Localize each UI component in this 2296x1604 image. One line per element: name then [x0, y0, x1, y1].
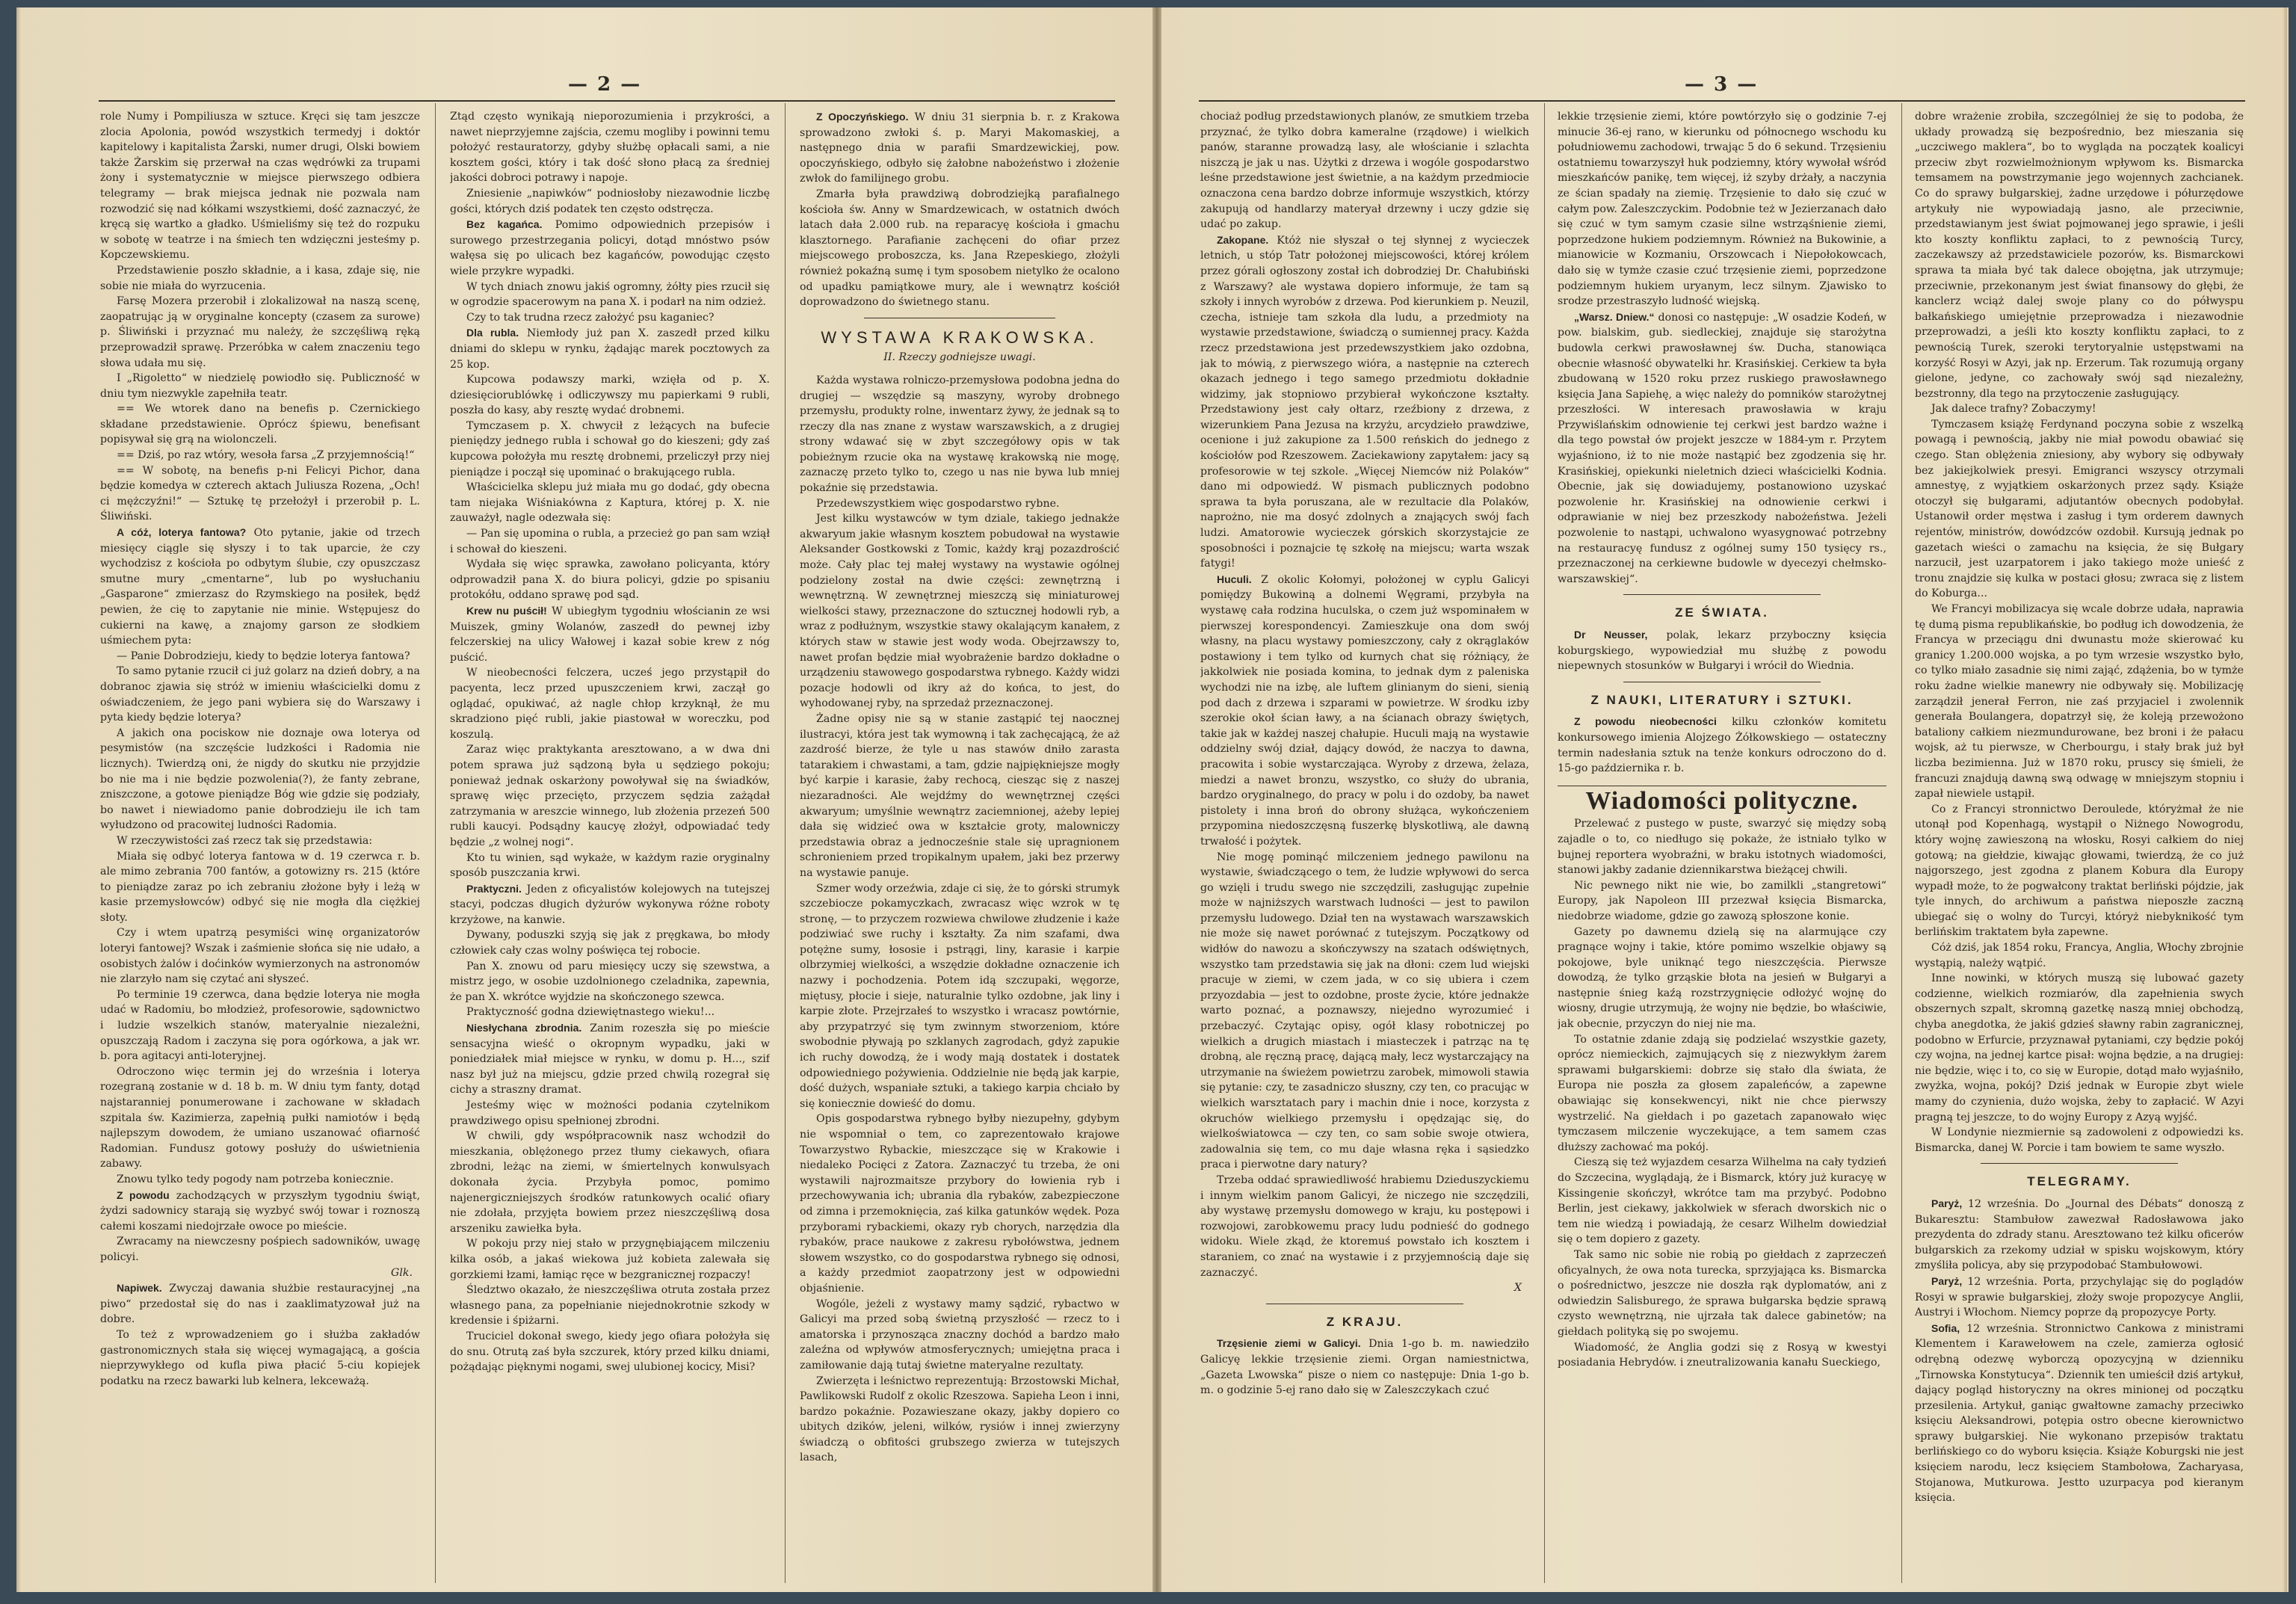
paragraph-keyword: Z powodu nieobecności	[1574, 715, 1717, 728]
article-paragraph: W chwili, gdy współpracownik nasz wchodził do mieszkania, oblężonego przez tłumy ciekawych, ofiara zbrodni, leżąc na ziemi, w śmiertelnych konwulsyach dokonała życia. Przybyła pomoc, pomimo najenergiczniejszych środków ratunkowych ocalić ofiary nie zdołała, przyjęta bowiem przez nieszczęśliwą dosa arszeniku zawiełka była.	[450, 1130, 770, 1235]
paragraph-keyword: Sofia,	[1931, 1321, 1960, 1334]
top-rule	[99, 100, 1115, 102]
paragraph-keyword: Niesłychana zbrodnia.	[466, 1022, 582, 1034]
paragraph-text: 12 września. Porta, przychylając się do poglądów Rosyi w sprawie bułgarskiej, złoży swoje propozycye Anglii, Austryi i Włochom. Niemcy poprze dą propozycye Porty.	[1915, 1275, 2244, 1319]
paragraph-text: Któż nie słyszał o tej słynnej z wycieczek letnich, u stóp Tatr położonej miejscowości, której królem przez górali ogłoszony został ich dobrodziej Dr. Chałubiński z Warszawy? ale wystawa dopiero informuje, że tam są szkoły i innych wyrobów z drzewa. Pod kierunkiem p. Neuzil, czecha, istnieje tam szkoła dla ludu, a przedmioty na wystawie przedstawione, świadczą o sumiennej pracy. Każda rzecz przedstawiona jest przedewszystkiem jako ozdobna, jak to mówią, z pierwszego wióra, a następnie na czterech okazach jednego i tego samego przedmiotu dokładnie widzimy, jak stopniowo przybierał wykończone kształty. Przedstawiony jest cały ołtarz, rzeźbiony z drzewa, z wizerunkiem Pana Jezusa na krzyżu, arcydzieło prawdziwe, ocenione i już zakupione za 1.500 reńskich do jednego z kościołów pod Rzeszowem. Zaciekawiony zapytałem: jacy są profesorowie w tej szkole. „Więcej Niemców niż Polaków“ dano mi odpowiedź. W pismach publicznych podobno sprawa ta była poruszana, ale w rezultacie dla Polaków, naprożno, nie ma dosyć zdolnych a znających swój fach ludzi. Amatorowie wycieczek górskich skorzystajcie ze sposobności i poznajcie tę szkołę na miejscu; warta wszak fatygi!	[1200, 234, 1529, 570]
article-paragraph: Przedewszystkiem więc gospodarstwo rybne.	[816, 497, 1060, 510]
article-paragraph: role Numy i Pompiliusza w sztuce. Kręci się tam jeszcze zlocia Apolonia, powód wszystkich termedyj i doktór kapitelowy i kapitalista Żarski, numer drugi, Olski bowiem także Żarskim się przerwał na czas wędrówki za trupami żony i systematycznie w miejsce pierwszego odbiera telegramy — brak miejsca jednak nie pozwala nam rozwodzić się nad kółkami wszystkiemi, dość zaznaczyć, że kręcą się wartko a gładko. Uśmieliśmy się też do rozpuku w sobotę w teatrze i na śmiech ten wdzięczni jesteśmy p. Kopczewskiemu.	[100, 111, 420, 262]
paragraph-text: W ubiegłym tygodniu włościanin ze wsi Muiszek, gminy Wolanów, zaszedł do pewnej izby felczerskiej na ulicy Wałowej i kazał sobie krew z nóg puścić.	[450, 605, 770, 664]
column-divider	[435, 103, 436, 1583]
article-paragraph: Kupcowa podawszy marki, wzięła od p. X. dziesięciorublówkę i odliczywszy mu papierkami 9 rubli, poszła do kasy, aby resztę wydać drobnemi.	[450, 374, 770, 417]
article-paragraph: Zniesienie „napiwków“ podniosłoby niezawodnie liczbę gości, których dziś podatek ten często odstręcza.	[450, 187, 770, 215]
article-paragraph: Zmarła była prawdziwą dobrodziejką parafialnego kościoła św. Anny w Smardzewicach, w ostatnich dwóch latach dała 2.000 rub. na reparacyę kościoła i gmachu klasztornego. Parafianie zachęceni do ofiar przez miejscowego proboszcza, ks. Jana Rzepeskiego, złożyli również pokaźną sumę i tym sposobem nietylko że ocalono od upadku pamiątkowe mury, ale i wewnątrz kościół doprowadzono do świetnego stanu.	[800, 188, 1120, 309]
article-paragraph	[1200, 572, 1529, 850]
article-paragraph: W rzeczywistości zaś rzecz tak się przedstawia:	[117, 834, 373, 847]
page-gutter	[1152, 7, 1161, 1592]
paragraph-text: Z okolic Kołomyi, położonej w cyplu Galicyi pomiędzy Bukowiną a dolnemi Węgrami, przybyła na wystawę cała rodzina huculska, o czem już wspominałem w pierwszej korespondencyi. Zamieszkuje ona dom swój własny, na placu wystawy pomieszczony, cały z okrąglaków postawiony i tem tylko od kurnych chat się różniący, że jakkolwiek nie posiada komina, to jednak dym z paleniska wychodzi nie na izbę, ale luftem glinianym do sieni, sienią pod dach z drzewa i szparami w powietrze. W środku izby szerokie okoł ścian ławy, a na ścianach obrazy świętych, takie jak w każdej naszej chałupie. Huculi mają na wystawie oddzielny swój dział, dający dowód, że naczya to dawna, pracowita i sobie wystarczająca. Wyroby z drzewa, żelaza, miedzi a nawet bronzu, wszystko, co służy do ubrania, bardzo oryginalnego, do pracy w polu i do ozdoby, ba nawet pistolety i inna broń do obrony służąca, wykończeniem przypomina niedoszczęsną fuszerkę blyskotliwą, ale dawną trwałość i pożytek.	[1200, 573, 1529, 848]
article-paragraph: Cóż dziś, jak 1854 roku, Francya, Anglia, Włochy zbrojnie wystąpią, należy wątpić.	[1915, 942, 2244, 969]
article-paragraph: Tymczasem książę Ferdynand poczyna sobie z wszelką powagą i pewnością, jakby nie miał powodu obawiać się czego. Stan oblężenia zniesiony, aby wybory się odbywały bez jakiejkolwiek presyi. Emigranci wszyscy otrzymali amnestyę, z wyjątkiem oskarżonych przez sądy. Książe otoczył się bułgarami, adjutantów obecnych podobyłał. Ustanowił order męstwa i zasług i tym orderem dawnych rejentów, ministrów, dowódzców ozdobił. Kursują jednak po gazetach wieści o zamachu na księcia, że się Bułgary narzucił, jest uzarpatorem i jako takiego może unieść z tronu znajdzie się kulka w postaci głosu; zwraca się z listem do Koburga...	[1915, 418, 2244, 600]
article-paragraph: Nie mogę pominąć milczeniem jednego pawilonu na wystawie, świadczącego o tem, że ludzie wpływowi do serca go wzięli i trudu swego nie szczędzili, zasługując zupełnie może w najniższych warstwach ludności — jest to pawilon przemysłu ludowego. Dział ten na wystawach warszawskich nie może się nawet porównać z tutejszym. Początkowy od widłów do nawozu a skończywszy na szatach odświętnych, wszystko tam przedstawia się jak na dłoni: czem lud wiejski pracuje w ziemi, w czem jada, w co się ubiera i czem przyozdabia — jest to ozdobne, proste życie, które jednakże warto poznać, a poznawszy, niejedno wyrozumieć i przebaczyć. Czytając opisy, ogół klasy robotniczej po wielkich a drugich miastach i miasteczek i patrząc na tę drobną, ale ręczną pracę, dającą mały, lecz wystarczający na utrzymanie na świeżem powietrzu zarobek, mimowoli stawia się pytanie: czy, te zasadniczo słuszny, czy ten, co pracując w wielkich warsztatach pary i machin dnie i noce, korzysta z okruchów wielkiego przemysłu i opędzając się, do wielkoświatowca — czy ten, co sam sobie swoje otwiera, zadowalnia się tem, co mu daje własna ręka i sąsiedzko praca i pierwotne dary natury?	[1200, 851, 1529, 1171]
article-paragraph: Jesteśmy więc w możności podania czytelnikom prawdziwego opisu spełnionej zbrodni.	[450, 1099, 770, 1127]
article-paragraph	[100, 525, 420, 649]
paragraph-keyword: Bez kagańca.	[466, 218, 543, 231]
article-paragraph: lekkie trzęsienie ziemi, które powtórzyło się o godzinie 7-ej minucie 36-ej rano, w kierunku od północnego wschodu ku południowemu zachodowi, trwając 5 do 6 sekund. Trzęsieniu ostatniemu towarzyszył huk podziemny, który wywołał wśród mieszkańców panikę, tem więcej, iż szyby drżały, a naczynia ze ścian spadały na ziemię. Trzęsienie to dało się czuć w całym pow. Zaleszczyckim. Podobnie też w Jezierzanach dało się czuć w tym samym czasie silne wstrząśnienie ziemi, poprzedzone hukiem podziemnym. Również na Bukowinie, a mianowicie w Kozmaniu, Orszowcach i Niepołokowcach, dało się w tymże czasie czuć trzęsienie ziemi, poprzedzone podziemnym hukiem uryanym, lecz silnym. Zjawisko to srodze przestraszyło ludność wiejską.	[1558, 111, 1886, 308]
article-paragraph: Inne nowinki, w których muszą się lubować gazety codzienne, wielkich rozmiarów, dla zapełnienia swych obszernych szpalt, skromną gazetkę naszą mniej obchodzą, chyba anegdotka, że jakiś gdzieś sławny rabin zagranicznej, podobno w Erfurcie, przyznawał pytaniami, czy będzie pokój czy wojna, na jednej kartce pisał: wojna będzie, a na drugiej: nie będzie, więc i to, co się w Europie, dotąd mało wyjaśniło, zwyżka, wojna, pokój? Dziś jednak w Europie zbyt wiele mamy do czynienia, dużo wojska, żeby to zapłacić. W Azyi pragną tej jeszcze, to do wojny Europy z Azyą wyjść.	[1915, 972, 2244, 1123]
article-paragraph: Właścicielka sklepu już miała mu go dodać, gdy obecna tam niejaka Wiśniakówna z Kaptura, której p. X. nie zauważył, nagle odezwała się:	[450, 481, 770, 525]
article-paragraph: W Londynie niezmiernie są zadowoleni z odpowiedzi ks. Bismarcka, danej W. Porcie i tam bowiem te same wyszło.	[1915, 1126, 2244, 1154]
article-paragraph: Cieszą się też wyjazdem cesarza Wilhelma na cały tydzień do Szczecina, wyglądają, że i Bismarck, który już kuracyę w Kissingenie skończył, wkrótce tam ma przybyć. Podobno Berlin, jest ciekawy, jakkolwiek w sferach dworskich nic o tem nie wiedzą i powiadają, że cesarz Wilhelm dowiedział się o tem dopiero z gazety.	[1558, 1156, 1886, 1246]
page-edge	[16, 7, 21, 1592]
article-paragraph: Kto tu winien, sąd wykaże, w każdym razie oryginalny sposób puszczania krwi.	[450, 851, 770, 880]
article-paragraph	[100, 1280, 420, 1327]
article-paragraph: Gazety po dawnemu dzielą się na alarmujące czy pragnące wojny i takie, które pomimo wszelkie objawy są pokojowe, byle uniknąć tego nieszczęścia. Pierwsze dowodzą, że tylko grząskie błota na jesień w Bułgaryi a następnie śnieg kaźą rozstrzygnięcie odłożyć wojnę do wiosny, drugie utrzymują, że wojny nie będzie, bo właściwie, jak obecnie, przyczyn do niej nie ma.	[1558, 925, 1886, 1031]
paragraph-keyword: Krew nu puścił!	[466, 605, 547, 617]
paragraph-keyword: Napiwek.	[117, 1282, 162, 1295]
article-paragraph	[1558, 309, 1886, 587]
paragraph-keyword: Praktyczni.	[466, 882, 522, 895]
paragraph-keyword: Z Opoczyńskiego.	[816, 111, 909, 123]
paragraph-text: Oto pytanie, jakie od trzech miesięcy ciągle się słyszy i to tak uparcie, że czy wychodzisz z kościoła po odbytym ślubie, czy opuszczasz smutne mury „cmentarne“, lub po wysłuchaniu „Gasparone“ zmierzasz do Rzymskiego na posiłek, będź pewien, że cię to zapytanie nie minie. Wstępujesz do cukierni na kawę, a znajomy garson ze słodkiem uśmiechem pyta:	[100, 527, 420, 647]
article-paragraph: == W sobotę, na benefis p-ni Felicyi Pichor, dana będzie komedya w czterech aktach Juliusza Rozena, „Och! ci mężczyźni!“ — Sztukę tę przełożył i przerobił p. L. Śliwiński.	[100, 464, 420, 523]
column-left-1	[100, 109, 420, 1574]
left-page	[16, 7, 1152, 1592]
paragraph-text: Zwyczaj dawania służbie restauracyjnej „na piwo“ przedostał się do nas i zaaklimatyzował już na dobre.	[100, 1283, 420, 1326]
article-paragraph: I „Rigoletto“ w niedzielę powiodło się. Publiczność w dniu tym niezwykle zapełniła teatr.	[100, 372, 420, 400]
article-paragraph: Praktyczność godna dziewiętnastego wieku!...	[466, 1006, 715, 1019]
article-paragraph	[1915, 1321, 2244, 1506]
column-divider	[785, 103, 786, 1583]
article-paragraph: Wogóle, jeżeli z wystawy mamy sądzić, rybactwo w Galicyi ma przed sobą świetną przyszłość — rzecz to i amatorska i przynosząca znaczny dochód a bardzo mało zaleźna od wpływów atmosferycznych; umiejętna praca i zamiłowanie dają tutaj świetne materyalne rezultaty.	[800, 1298, 1120, 1372]
article-paragraph: To samo pytanie rzucił ci już golarz na dzień dobry, a na dobranoc zjawia się stróż w imieniu właścicielki domu z oświadczeniem, że jego pani wybiera się do Warszawy i pyta kiedy będzie loterya?	[100, 665, 420, 724]
section-heading: Z KRAJU.	[1326, 1314, 1404, 1329]
paragraph-text: zachodzących w przyszłym tygodniu świąt, żydzi sadownicy starają się wyzbyć swój towar i roznoszą całemi koszami niedojrzałe owoce po mieście.	[100, 1189, 420, 1233]
article-paragraph: Jest kilku wystawców w tym dziale, takiego jednakże akwaryum jakie własnym kosztem pobudował na wystawie Aleksander Gostkowski z Tomic, każdy krąj pozazdrościć może. Cały plac tej małej wystawy na wystawie ogólnej podzielony został na dwie części: zewnętrzną i wewnętrzną. W zewnętrznej mieszczą się miniaturowej wielkości stawy, przeznaczone do sztucznej hodowli ryb, a wraz z podłużnym, wszystkie stawy okalającym kanałem, z których staw w stawie jest wody woda. Obejrzawszy to, nawet profan będzie miał wyobrażenie bardzo dokładne o urządzeniu stawowego gospodarstwa rybnego. Każdy widzi pozacje hodowli od ikry aż do końca, to jest, do wyhodowanej ryby, na sprzedaż przeznaczonej.	[800, 513, 1120, 710]
article-paragraph: Trzeba oddać sprawiedliwość hrabiemu Dzieduszyckiemu i innym wielkim panom Galicyi, że niczego nie szczędzili, aby wystawę przemysłu domowego w kraju, ku postępowi i rozwojowi, zarobkowemu pracy ludu podnieść do godnego widoku. Wiele zkąd, że ktoremuś powstało ich kosztem i staraniem, co znać na wystawie i z przyjemnością daje się zaznaczyć.	[1200, 1173, 1529, 1279]
column-left-2	[450, 109, 770, 1574]
article-paragraph: Przelewać z pustego w puste, swarzyć się między sobą zajadle o to, co niedługo się pokaże, że istniało tylko w bujnej reportera wyobraźni, w braku istotnych wiadomości, stanowi jakby zadanie dziennikarstwa bieżącej chwili.	[1558, 818, 1886, 877]
article-paragraph: Czy i wtem upatrzą pesymiści winę organizatorów loteryi fantowej? Wszak i zaśmienie słońca się nie udało, a osobistych żalów i doćinków wymierzonych na astronomów nie zlarzyło nam się czytać ani słyszeć.	[100, 927, 420, 986]
article-paragraph: Wydała się więc sprawka, zawołano policyanta, który odprowadził pana X. do biura policyi, gdzie po spisaniu protokółu, oddano sprawę pod sąd.	[450, 558, 770, 602]
article-paragraph: W nieobecności felczera, ucześ jego przystąpił do pacyenta, lecz przed upuszczeniem krwi, zaczął go oglądać, opukiwać, aż nagle chłop krzyknął, że mu skradziono pięć rubli, jakie piastował w woreczku, pod koszulą.	[450, 667, 770, 741]
paragraph-keyword: Zakopane.	[1217, 233, 1269, 246]
article-paragraph: Opis gospodarstwa rybnego byłby niezupełny, gdybym nie wspomniał o tem, co zaprezentowało krajowe Towarzystwo Rybackie, mieszczące się w Krakowie i niedaleko Pocięci z Zatora. Zaznaczyć tu trzeba, że oni wystawili najrozmaitsze przybory do łowienia ryb i przechowywania ich; ubrania dla rybaków, zabezpieczone od zimna i przemoknięcia, zaś kilka gatunków wędek. Poza przyborami rybackiemi, okazy ryb chorych, narzędzia dla rybaków, prace naukowe z zakresu rybołówstwa, jednem słowem wszystko, co do gospodarstwa rybnego się odnosi, a każdy przedmiot zaopatrzony jest w odpowiedni objaśnienie.	[800, 1113, 1120, 1295]
section-heading: WYSTAWA KRAKOWSKA.	[821, 327, 1099, 347]
paragraph-keyword: Huculi.	[1217, 573, 1252, 585]
article-paragraph: Żadne opisy nie są w stanie zastąpić tej naocznej ilustracyi, która jest tak wymowną i tak zachęcającą, że aż zazdrość bierze, że tyle u nas stawów dniło zarasta tatarakiem i chwastami, a tam, gdzie najpiękniejsze mogły być karpie i karasie, żaby rechocą, ciesząc się z naszej niezaradności. Ale wejdźmy do wewnętrznej części akwaryum; umyślnie wewnątrz zaciemnionej, ażeby lepiej dała się widzieć owa w kształcie groty, malowniczy przedstawia obraz a jednocześnie stale się upragnionem schronieniem przed tropikalnym upałem, jaki bez przerwy na wystawie panuje.	[800, 712, 1120, 879]
top-rule	[1199, 100, 2245, 102]
article-paragraph: Śledztwo okazało, że nieszczęśliwa otruta została przez własnego pana, za popełnianie niejednokrotnie szkody w kredensie i śpiżarni.	[450, 1284, 770, 1327]
paragraph-keyword: Trzęsienie ziemi w Galicyi.	[1217, 1337, 1361, 1350]
paragraph-text: Pomimo odpowiednich przepisów i surowego przestrzegania policyi, dotąd mnóstwo psów wałęsa się po ulicach bez kagańców, powodując często wiele przykre wypadki.	[450, 219, 770, 277]
paragraph-keyword: A cóż, loterya fantowa?	[117, 526, 247, 539]
article-paragraph	[1200, 232, 1529, 572]
article-paragraph: W tych dniach znowu jakiś ogromny, żółty pies rzucił się w ogrodzie spacerowym na pana X. i podarł na nim odzież.	[450, 280, 770, 309]
article-paragraph: Dywany, poduszki szyją się jak z pręgkawa, bo młody człowiek cały czas wolny poświęca tej robocie.	[450, 929, 770, 957]
paragraph-text: W dniu 31 sierpnia b. r. z Krakowa sprowadzono zwłoki ś. p. Maryi Makomaskiej, a następnego dnia w parafii Smardzewickiej, pow. opoczyńskiego, odbyło się żałobne nabożeństwo i złożenie zwłok do familijnego grobu.	[800, 111, 1120, 185]
article-paragraph	[450, 881, 770, 928]
article-paragraph: dobre wrażenie zrobiła, szczególniej że się to podoba, że układy prowadzą się bezpośrednio, bez mieszania się „uczciwego maklera“, bo to wygląda na początek koalicyi przeciw zbyt rozwielmożnionym wpływom ks. Bismarcka temsamem na powstrzymanie jego wojennych zachcianek. Co do sprawy bułgarskiej, żadne urzędowe i półurzędowe artykuły nie wypowiadają jasno, ale przeciwnie, przedstawianym jest świat pojmowanej jego sprawie, i jeśli kto koszty konfliktu zapłaci, to z pewnością Turcy, zaczekawszy aż przedstawiciele pozorów, ks. Bismarckowi sprawa ta miała być tak dalece obojętna, jak utrzymuje; przeciwnie, przekonanym jest świat finansowy do głębi, że kanclerz wciąż dalej swoje plany co do półwyspu bałkańskiego umiejętnie przeprowadza i niezawodnie przeprowadzi, a jeśli kto koszty konfliktu zapłaci, to z pewnością Turek, szeroki terytoryalnie ustępstwami na korzyść Rosyi w Azyi, jak np. Erzerum. Tak rozumują organy gielone, jedyne, co zachowały swój sąd niezależny, bezstronny, dla tego na przytoczenie zasługujący.	[1915, 111, 2244, 400]
article-paragraph: — Panie Dobrodzieju, kiedy to będzie loterya fantowa?	[117, 650, 410, 662]
column-right-3	[1915, 109, 2244, 1574]
article-paragraph: Znowu tylko tedy pogody nam potrzeba koniecznie.	[117, 1173, 394, 1185]
article-paragraph: Szmer wody orzeźwia, zdaje ci się, że to górski strumyk szczebiocze pokamyczkach, zwracasz więc wzrok w tę stronę, — to przyczem rozwiewa chwilowe złudzenie i każe podziwiać swe ruchy i kształty. Za nim szafami, dwa potężne sumy, łososie i pstrągi, liny, karasie i karpie olbrzymiej wielkości, a wszędzie dokładne oznaczenie ich nazwy i pochodzenia. Potem idą szczupaki, węgorze, miętusy, płocie i sieje, naturalnie tylko ozdobne, jak liny i karpie złote. Przejrzałeś to wszystko i wracasz powtórnie, aby przypatrzyć się tym zwinnym stworzeniom, które swobodnie pływają po szklanych zagrodach, gdyż zapukie ich ruchy dowodzą, że i wody mają dostatek i dostatek odpowiedniego pożywienia. Oddzielnie nie będą jak karpie, dość dużych, wspaniałe sztuki, a takiego karpia chciało by się koniecznie dowieść do domu.	[800, 882, 1120, 1110]
article-paragraph	[450, 325, 770, 372]
article-paragraph: Każda wystawa rolniczo-przemysłowa podobna jedna do drugiej — wszędzie są maszyny, wyroby drobnego przemysłu, produkty rolne, inwentarz żywy, że jednak są to rzeczy dla nas znane z wystaw warszawskich, a z drugiej strony wdawać się w zbyt szczegółowy opis w tak pobieżnym rzucie oka na wystawę krakowską nie mogę, zaznaczę przeto tylko to, czego u nas nie bywa lub mniej pokaźnie się przedstawia.	[800, 374, 1120, 495]
paragraph-text: donosi co następuje: „W osadzie Kodeń, w pow. bialskim, gub. siedleckiej, znajduje się starożytna budowla cerkwi prawosławnej św. Ducha, stanowiąca obecnie własność obywatelki hr. Krasińskiej. Cerkiew ta była zbudowaną w 1520 roku przez ruskiego prawosławnego księcia Jana Sapiehę, a więc należy do pomników starożytnej przeszłości. W interesach prawosławia w kraju Przywiślańskim odnowienie tej cerkwi jest bardzo ważne i dla tego powstał ów projekt jeszcze w 1884-ym r. Przytem wyjaśniono, iż to nie może nastąpić bez zgodzenia się hr. Krasińskiej, opiekunki nieletnich dzieci właścicielki Kodnia. Obecnie, jak się dowiadujemy, postanowiono uzyskać pozwolenie hr. Krasińskiej na odnowienie cerkwi i odprawianie w niej bez przeszkody nabożeństwa. Jeżeli pozwolenie to nastąpi, uchwalono wyasygnować potrzebny na restauracyę fundusz z ogólnej sumy 150 tysięcy rs., przeznaczonej na cerkiewne budowle w dyecezyi chełmsko-warszawskiej“.	[1558, 311, 1886, 585]
article-paragraph: == Dziś, po raz wtóry, wesoła farsa „Z przyjemnością!“	[117, 449, 415, 462]
column-right-1	[1200, 109, 1529, 1574]
article-paragraph: Zaraz więc praktykanta aresztowano, a w dwa dni potem sprawa już sądzoną była u sędziego pokoju; ponieważ jednak oskarżony powoływał się na świadków, sprawę więc przecięto, przyczem sędzia zażądał zatrzymania w areszcie winnego, lub złożenia przezeń 500 rubli kaucyi. Podsądny kaucyę złożył, odpowiadać tedy będzie „z wolnej nogi“.	[450, 744, 770, 848]
column-divider	[1544, 103, 1545, 1583]
column-divider	[1901, 103, 1902, 1583]
paragraph-text: kilku członków komitetu konkursowego imienia Alojzego Żółkowskiego — ostateczny termin nadesłania sztuk na tenże konkurs odroczono do d. 15-go października r. b.	[1558, 716, 1886, 775]
author-signature: Glk.	[391, 1266, 413, 1279]
section-heading: ZE ŚWIATA.	[1675, 605, 1769, 620]
paragraph-keyword: Paryż,	[1931, 1274, 1963, 1287]
paragraph-text: Jeden z oficyalistów kolejowych na tutejszej stacyi, podczas długich dyżurów wykonywa różne roboty krzyżowe, na kanwie.	[450, 883, 770, 926]
article-paragraph: Przedstawienie poszło składnie, a i kasa, zdaje się, nie sobie nie miała do wyrzucenia.	[100, 264, 420, 292]
article-paragraph: Po terminie 19 czerwca, dana będzie loterya nie mogła udać w Radomiu, bo młodzież, profesorowie, sądownictwo i ludzie wszelkich stanów, materyalnie niezależni, opuszczają Radom i zaczyna się pora ogórkowa, a jak wr. b. pora agitacyi anti-loteryjnej.	[100, 988, 420, 1063]
section-heading: Z NAUKI, LITERATURY i SZTUKI.	[1590, 692, 1854, 707]
paragraph-text: polak, lekarz przyboczny księcia koburgskiego, wypowiedział mu służbę z powodu niepewnych stosunków w Bułgaryi i wrócił do Wiednia.	[1558, 629, 1886, 673]
paragraph-text: Dnia 1-go b. m. nawiedziło Galicyę lekkie trzęsienie ziemi. Organ namiestnictwa, „Gazeta Lwowska“ pisze o niem co następuje: Dnia 1-go b. m. o godzinie 5-ej rano dało się w Zaleszczykach czuć	[1200, 1338, 1529, 1397]
article-paragraph: — Pan się upomina o rubla, a przecież go pan sam wziął i schował do kieszeni.	[450, 528, 770, 555]
author-signature: X	[1513, 1282, 1522, 1295]
paragraph-keyword: Z powodu	[117, 1188, 170, 1201]
article-paragraph: Jak dalece trafny? Zobaczymy!	[1931, 403, 2096, 416]
article-paragraph: Zwierzęta i leśnictwo reprezentują: Brzostowski Michał, Pawlikowski Rudolf z okolic Rzeszowa. Sapieha Leon i inni, bardzo pokaźnie. Pozawieszane okazy, jakby dopiero co ubitych dzików, jeleni, wilków, rysiów i innej zwierzyny świadczą o obfitości grubszego zwierza w tutejszych lasach,	[800, 1375, 1120, 1464]
article-paragraph: To też z wprowadzeniem go i służba zakładów gastronomicznych stała się więcej wymagającą, a gościa nieprzywykłego od kufla piwa płacić 5-ciu kopiejek podatku na rzecz bawarki lub kelnera, lekceważą.	[100, 1328, 420, 1387]
article-paragraph: Nic pewnego nikt nie wie, bo zamilkli „stangretowi“ Europy, jak Napoleon III przezwał księcia Bismarcka, niedobrze wiadome, gdzie go zawozą spłoszone konie.	[1558, 879, 1886, 922]
page-number-left: — 2 —	[568, 73, 642, 96]
article-paragraph	[800, 109, 1120, 187]
article-paragraph	[100, 1188, 420, 1235]
article-paragraph: Odroczono więc termin jej do września i loterya rozegraną zostanie w d. 18 b. m. W dniu tym fanty, dotąd najstaranniej ponumerowane i zachowane w składach szpitala św. Kazimierza, zapełnią pułki namiotów i będą najlepszym dowodem, że umiano uszanować ofiarność Radomian. Fundusz gotowy posłuży do uświetnienia zabawy.	[100, 1065, 420, 1170]
article-paragraph: Farsę Mozera przerobił i zlokalizował na naszą scenę, zaopatrując ją w oryginalne koncepty (czasem za surowe) p. Śliwiński i przyznać mu należy, że szczęśliwą ręką przeprowadził sprawę. Przeróbka w całem znaczeniu tego słowa udała mu się.	[100, 295, 420, 369]
section-rule	[1623, 594, 1821, 595]
section-rule	[1981, 1163, 2178, 1164]
article-paragraph: A jakich ona pociskow nie doznaje owa loterya od pesymistów (na szczęście ludzkości i Radomia nie licznych). Twierdzą oni, że nigdy do skutku nie przyjdzie bo nie ma i nie będzie pozwolenia(?), że fanty zebrane, zniszczone, a gotowe pieniądze Bóg wie gdzie się podziały, bo nawet i niewiadomo panie dobrodzieju ile ich tam wyłudzono od pracowitej ludności Radomia.	[100, 727, 420, 832]
section-heading: TELEGRAMY.	[2027, 1174, 2132, 1189]
article-paragraph: Truciciel dokonał swego, kiedy jego ofiara położyła się do snu. Otrutą zaś była szczurek, który przed kilku dniami, pożądając pięknymi nogami, swej ulubionej kocicy, Misi?	[450, 1330, 770, 1374]
right-page	[1161, 7, 2289, 1592]
article-paragraph: To ostatnie zdanie zdają się podzielać wszystkie gazety, oprócz niemieckich, zajmujących się z niezwykłym żarem sprawami bułgarskiemi: dobrze się stało dla świata, że Europa nie poszła za głosem zapaleńców, a zapewne obawiając się konsekwencyi, nikt nie chce pierwszy wystrzelić. Na giełdach i po gazetach zapanowało więc tymczasem milczenie wyczekujące, a tem samem czas dłuższy zachować ma pokój.	[1558, 1033, 1886, 1153]
article-paragraph: Miała się odbyć loterya fantowa w d. 19 czerwca r. b. ale mimo zebrania 700 fantów, a gotowizny rs. 215 (które to pieniądze zaraz po ich zebraniu złożone były i leżą w kasie przemysłowców) odbyć się nie mogła dla ciężkiej słoty.	[100, 850, 420, 924]
column-left-3	[800, 109, 1120, 1574]
paragraph-text: 12 września. Stronnictwo Cankowa z ministrami Klementem i Karawełowem na czele, zamierza ogłosić odrębną odezwę wyborczą opozycyjną w dzienniku „Tirnowska Konstytucya“. Dziennik ten umieścił dziś artykuł, dający pogląd historyczny na okres minionej od początku przesilenia. Artykuł, ganiąc gwałtowne zamachy przeciwko księciu Aleksandrowi, potępia ostro obecne kierownictwo sprawy bułgarskiej. Nie wykonano przepisów traktatu berlińskiego co do wyboru księcia. Książe Koburgski nie jest księciem narodu, lecz księciem Stambołowa, Zacharyasa, Stojanowa, Mutkurowa. Jestto uzurpacya pod kieranym księcia.	[1915, 1322, 2244, 1505]
paragraph-keyword: Dr Neusser,	[1574, 629, 1648, 641]
article-paragraph	[1915, 1196, 2244, 1274]
newspaper-spread	[16, 7, 2289, 1592]
page-number-right: — 3 —	[1685, 73, 1759, 96]
paragraph-text: Zanim rozeszła się po mieście sensacyjna wieść o okropnym wypadku, jaki w poniedziałek miał miejsce w rynku, w domu p. H..., szif nasz był już na miejscu, gdzie przed chwilą rozegrał się cichy a straszny dramat.	[450, 1022, 770, 1096]
article-paragraph: Ztąd często wynikają nieporozumienia i przykrości, a nawet nieprzyjemne zajścia, czemu mogliby i powinni temu położyć restauratorzy, gdyby służbę opłacali sami, a nie kosztem gości, który i tak dość słono płacą za średniej jakości dobroci potrawy i napoje.	[450, 111, 770, 185]
article-paragraph	[450, 1020, 770, 1098]
paragraph-text: Niemłody już pan X. zaszedł przed kilku dniami do sklepu w rynku, żądając marek pocztowych za 25 kop.	[450, 327, 770, 371]
paragraph-keyword: „Warsz. Dniew.“	[1574, 310, 1655, 323]
article-paragraph	[1915, 1274, 2244, 1321]
page-edge	[2283, 7, 2287, 1592]
article-paragraph	[1200, 1336, 1529, 1398]
article-paragraph: W pokoju przy niej stało w przygnębiającem milczeniu kilka osób, a jakaś wiekowa już kobieta zalewała się gorzkiemi łzami, łamiąc ręce w bezgranicznej rozpaczy!	[450, 1238, 770, 1281]
article-paragraph: Tak samo nic sobie nie robią po giełdach z zaprzeczeń oficyalnych, że owa nota turecka, sprzyjająca ks. Bismarcka o pośrednictwo, jeszcze nie doszła rąk dyplomatów, ani z odwiedzin Salisburego, że sprawa bułgarska będzie sprawą czysto wewnętrzną, nie ujrzała tak dalece gabinetów; na giełdach polityką się po swojemu.	[1558, 1248, 1886, 1338]
paragraph-text: 12 września. Do „Journal des Débats“ donoszą z Bukaresztu: Stambułow zawezwał Radosławowa jako prezydenta do zdrady stanu. Aresztowano też kilku oficerów bułgarskich za rzekomy udział w spisku wojskowym, który zmyśliła policya, aby się przypodobać Stambułowowi.	[1915, 1197, 2244, 1272]
column-right-2	[1558, 109, 1886, 1574]
article-paragraph	[450, 603, 770, 665]
article-paragraph	[1558, 627, 1886, 674]
article-paragraph: Czy to tak trudna rzecz założyć psu kaganiec?	[466, 311, 715, 324]
article-paragraph: Zwracamy na niewczesny pośpiech sadowników, uwagę policyi.	[100, 1236, 420, 1263]
article-paragraph: Tymczasem p. X. chwycił z leżących na bufecie pieniędzy jednego rubla i schował go do kieszeni; gdy zaś kupcowa położyła mu resztę drobnemi, przeliczył przy niej pieniądze i począł się upominać o brakującego rubla.	[450, 419, 770, 478]
article-paragraph: Pan X. znowu od paru miesięcy uczy się szewstwa, a mistrz jego, w osobie uzdolnionego czeladnika, zapewnia, że pan X. wkrótce wyjdzie na skończonego szewca.	[450, 960, 770, 1003]
paragraph-keyword: Dla rubla.	[466, 327, 519, 339]
section-title-politics: Wiadomości polityczne.	[1585, 786, 1859, 815]
article-paragraph: Co z Francyi stronnictwo Deroulede, któryżmał że nie utonął pod Kopenhagą, wystąpił o Niżnego Nowogrodu, który wojnę zawieszoną na włosku, Rosyi całkiem do niej gotową; na giełdzie, kiwając głowami, twierdzą, że co już najgorszego, jest zgodna z planem Kobura dla Europy wypadł może, to że pogwałcony traktat berliński pójdzie, jak tyle innych, do archiwum a państwa nieposzłe zaczną ubiegać się o wolny do Turcyi, któryż niebyknikość tym berlińskim traktatem była zapewne.	[1915, 803, 2244, 939]
section-subheading: II. Rzeczy godniejsze uwagi.	[883, 351, 1036, 364]
article-paragraph: Wiadomość, że Anglia godzi się z Rosyą w kwestyi posiadania Hebrydów. i zneutralizowania kanału Sueckiego,	[1558, 1341, 1886, 1369]
article-paragraph	[450, 217, 770, 279]
article-paragraph: == We wtorek dano na benefis p. Czernickiego składane przedstawienie. Oprócz śpiewu, benefisant popisywał się grą na wiolonczeli.	[100, 403, 420, 446]
article-paragraph: chociaż podług przedstawionych planów, ze smutkiem trzeba przyznać, że tylko dobra kameralne (rządowe) i wielkich panów, staranne prowadzą lasy, ale włościanie i szlachta niszczą je jak u nas. Użytki z drzewa i wogóle gospodarstwo leśne przedstawione jest świetnie, a na każdym przedmiocie oznaczona cena bardzo dobrze informuje wszystkich, którzy zakupują od handlarzy materyał drzewny i uczy gdzie się udać po zakup.	[1200, 111, 1529, 231]
article-paragraph	[1558, 714, 1886, 776]
article-paragraph: We Francyi mobilizacya się wcale dobrze udała, naprawia tę dumą pisma republikańskie, bo podług ich dowodzenia, że Francya w przeciągu dni dwunastu może skierować ku granicy 1.200.000 wojska, a po tym wrzesie wszystko było, co tylko miało zasadnie się nimi zająć, zdążenia, bo w tymże roku żadne wielkie manewry nie odbywały się. Mobilizację zarządził jenerał Ferron, nie zaś przyjaciel i zwolennik generała Boulangera, dopatrzył się, że koleją przewożono bataliony całkiem niezmundurowane, bez broni i że pałacu wojsk, aż tu pierwsze, w Cherbourgu, i stały brak już był liczba bezimienna. Już w 1870 roku, pruscy się śmieli, że francuzi znajdują dawną swą odwagę w mniejszym stopniu i zapał niewiele ustąpił.	[1915, 603, 2244, 801]
paragraph-keyword: Paryż,	[1931, 1197, 1963, 1209]
